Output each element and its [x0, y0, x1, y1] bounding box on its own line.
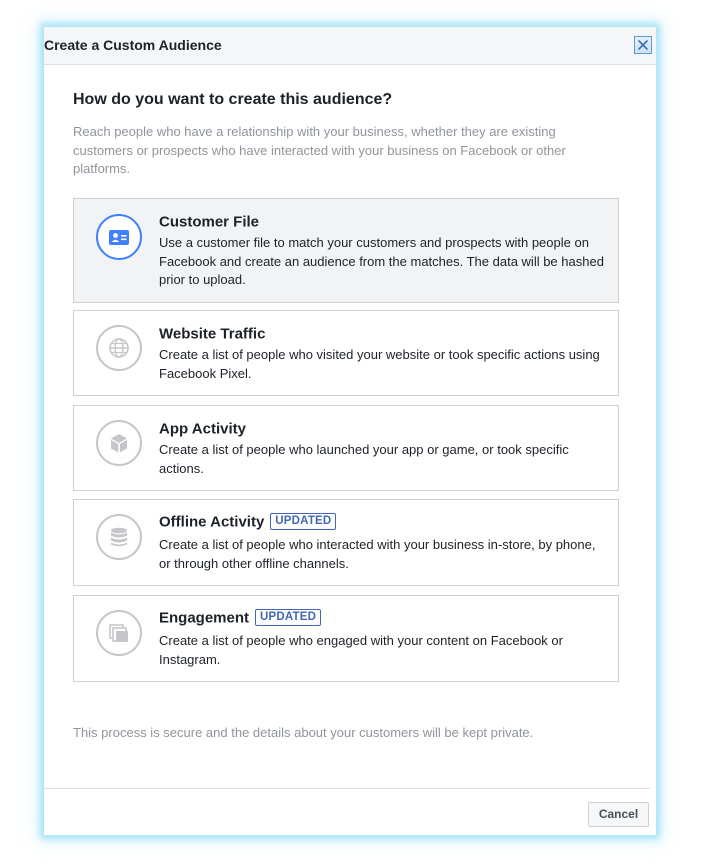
- option-title-row: [159, 513, 336, 531]
- cancel-button[interactable]: Cancel: [588, 802, 649, 827]
- close-button[interactable]: [634, 36, 652, 54]
- globe-icon: [108, 337, 130, 359]
- option-description: Create a list of people who engaged with your content on Facebook or Instagram.: [159, 633, 563, 667]
- option-description: Use a customer file to match your customers and prospects with people on Facebook and create an audience from the matches. The data will be hashed prior to upload.: [159, 235, 604, 287]
- updated-badge: UPDATED: [270, 513, 336, 530]
- option-offline-activity[interactable]: [73, 499, 619, 586]
- cube-icon: [108, 432, 130, 454]
- option-title: Customer File: [159, 213, 260, 231]
- updated-badge: UPDATED: [255, 609, 321, 626]
- option-customer-file[interactable]: [73, 198, 619, 303]
- option-description: Create a list of people who launched your app or game, or took specific actions.: [159, 442, 569, 476]
- option-title: Offline Activity: [159, 513, 265, 531]
- database-icon: [108, 526, 130, 548]
- dialog-title: Create a Custom Audience: [44, 37, 222, 53]
- option-title: Engagement: [159, 609, 250, 627]
- option-description: Create a list of people who visited your website or took specific actions using Facebook Pixel.: [159, 347, 600, 381]
- footer-divider: [44, 788, 650, 789]
- dialog-question: How do you want to create this audience?: [73, 91, 393, 108]
- option-icon-wrap: [96, 420, 142, 466]
- option-title: App Activity: [159, 420, 246, 438]
- option-title: Website Traffic: [159, 325, 266, 343]
- option-engagement[interactable]: [73, 595, 619, 682]
- option-icon-wrap: [96, 325, 142, 371]
- stacked-pages-icon: [108, 622, 130, 644]
- option-icon-wrap: [96, 514, 142, 560]
- option-title-row: [159, 420, 246, 438]
- option-title-row: [159, 325, 265, 343]
- privacy-note: This process is secure and the details about your customers will be kept private.: [73, 725, 534, 740]
- dialog-intro-text: Reach people who have a relationship with your business, whether they are existing customers or prospects who have interacted with your business on Facebook or other platforms.: [73, 124, 566, 176]
- option-title-row: [159, 609, 321, 627]
- dialog-header: [44, 27, 656, 65]
- option-icon-wrap: [96, 610, 142, 656]
- custom-audience-dialog: [44, 27, 656, 835]
- contact-card-icon: [108, 226, 130, 248]
- close-icon: [635, 37, 651, 53]
- option-website-traffic[interactable]: [73, 310, 619, 396]
- option-icon-wrap: [96, 214, 142, 260]
- option-description: Create a list of people who interacted with your business in-store, by phone, or through other offline channels.: [159, 537, 596, 571]
- option-app-activity[interactable]: [73, 405, 619, 491]
- option-title-row: [159, 213, 259, 231]
